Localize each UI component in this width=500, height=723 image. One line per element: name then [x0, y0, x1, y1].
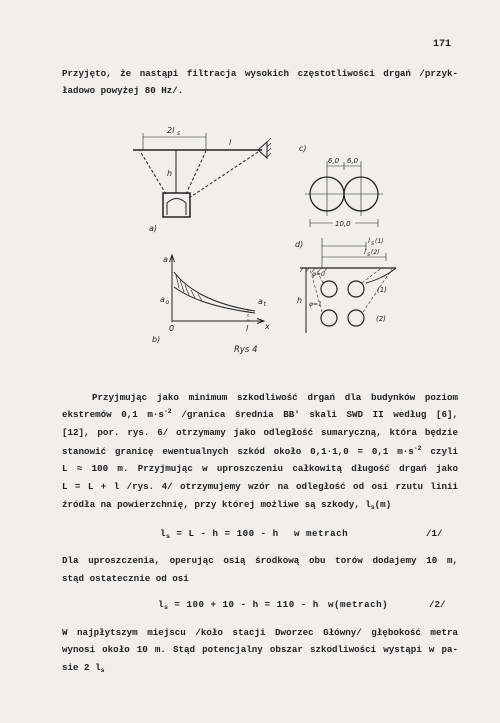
superscript: -2 — [413, 445, 422, 452]
subscript: s — [166, 533, 171, 540]
paragraph-1-line-3: [12], por. rys. 6/ otrzymamy jako odległość sumaryczną, która będzie — [62, 427, 458, 438]
end-amplitude-label: a — [258, 297, 263, 306]
paragraph-2-line-2: stąd ostatecznie od osi — [62, 573, 189, 584]
depth-label: h — [167, 169, 173, 178]
zone-2-subscript: s — [367, 251, 371, 258]
text-segment: sie 2 l — [62, 662, 101, 673]
tunnel-1-label: (1) — [377, 286, 387, 294]
origin-label: 0 — [169, 324, 175, 333]
hatch-line — [267, 143, 271, 147]
tunnel-circle-lower-left — [321, 310, 337, 326]
zone-1-index: (1) — [375, 238, 384, 245]
wave-ray — [189, 152, 258, 198]
phi-label-bottom: φ=1 — [309, 301, 322, 308]
y-axis-label: a — [163, 255, 168, 264]
x-axis-label: x — [265, 322, 270, 331]
panel-d-label: d) — [295, 240, 304, 249]
tunnel-circle-upper-right — [348, 281, 364, 297]
paragraph-1-line-4 — [62, 446, 458, 458]
equation-2 — [158, 599, 319, 611]
zone-1-label: l — [368, 237, 370, 245]
text-segment: stanowić granicę ewentualnych szkód około 0,1·1,0 = 0,1 m·s — [62, 446, 414, 457]
text-segment: źródła na powierzchnię, przy której możliwe są szkody, l — [62, 499, 371, 510]
start-amplitude-subscript: o — [165, 299, 170, 306]
text-segment: czyli — [421, 446, 458, 457]
figure-panel-a — [133, 126, 271, 233]
equation-1-number: /1/ — [426, 528, 443, 539]
panel-b-label: b) — [152, 335, 161, 344]
panel-c-label: c) — [299, 144, 307, 153]
intro-line-1: Przyjęto, że nastąpi filtracja wysokich częstotliwości drgań /przyk- — [62, 68, 458, 79]
span-label-subscript: s — [177, 130, 181, 137]
paragraph-1-line-5: L ≈ 100 m. Przyjmując w uproszczeniu całkowitą długość drgań jako — [62, 463, 458, 474]
phi-label-top: φ=0 — [312, 271, 325, 278]
paragraph-1-line-1: Przyjmując jako minimum szkodliwość drgań dla budynków poziom — [92, 392, 458, 403]
wave-ray — [140, 151, 166, 194]
subscript: s — [164, 604, 169, 611]
spacing-label-2: 6,0 — [347, 157, 359, 165]
spacing-label-1: 6,0 — [328, 157, 340, 165]
hatch-line — [267, 138, 271, 142]
span-label: 2l — [167, 126, 175, 135]
figure-panel-d — [295, 237, 396, 333]
equation-1-unit: w metrach — [294, 528, 349, 539]
paragraph-1-line-7 — [62, 499, 391, 511]
tunnel-circle-lower-right — [348, 310, 364, 326]
zone-2-label: l — [364, 248, 366, 256]
figure-panel-c — [299, 144, 383, 228]
text-segment: /granica średnia BB' skali SWD II według [6], — [171, 409, 458, 420]
equation-2-number: /2/ — [429, 599, 446, 610]
end-amplitude-subscript: t — [263, 301, 266, 308]
start-amplitude-label: a — [160, 295, 165, 304]
hatch-line — [267, 153, 271, 157]
zone-1-subscript: s — [371, 240, 375, 247]
paragraph-3-line-2: wynosi około 10 m. Stąd potencjalny obszar szkodliwości wystąpi w pa- — [62, 644, 458, 655]
subscript: s — [100, 667, 105, 674]
paragraph-1-line-2 — [62, 409, 458, 421]
subscript: s — [370, 504, 375, 511]
length-label: l — [229, 138, 232, 147]
equation-expression: = L - h = 100 - h — [170, 528, 279, 539]
depth-label: h — [297, 296, 303, 305]
equation-expression: = 100 + 10 - h = 110 - h — [168, 599, 319, 610]
superscript: -2 — [163, 408, 172, 415]
tunnel-circle-upper-left — [321, 281, 337, 297]
page-number: 171 — [433, 39, 452, 50]
equation-symbol: l — [160, 528, 167, 539]
tunnel-arch — [167, 199, 186, 216]
wave-ray — [362, 269, 380, 283]
figure-caption: Rys 4 — [234, 345, 258, 355]
support-hatch — [267, 138, 271, 157]
figure-panel-b — [152, 255, 270, 344]
paragraph-3-line-3 — [62, 662, 105, 674]
text-segment: (m) — [374, 499, 392, 510]
width-label: 10,0 — [335, 220, 351, 228]
panel-a-label: a) — [149, 224, 158, 233]
intro-line-2: ładowo powyżej 80 Hz/. — [62, 85, 184, 96]
equation-symbol: l — [158, 599, 165, 610]
hatch-line — [267, 148, 271, 152]
paragraph-3-line-1: W najpłytszym miejscu /koło stacji Dworzec Główny/ głębokość metra — [62, 627, 458, 638]
equation-2-unit: w(metrach) — [328, 599, 389, 610]
wave-ray — [186, 151, 206, 194]
paragraph-1-line-6: L = L + l /rys. 4/ otrzymujemy wzór na odległość od osi rzutu linii — [62, 481, 458, 492]
l-mark-label: l — [246, 324, 249, 333]
paragraph-2-line-1: Dla uproszczenia, operując osią środkową obu torów dodajemy 10 m, — [62, 555, 458, 566]
equation-1 — [160, 528, 279, 540]
tunnel-2-label: (2) — [376, 315, 386, 323]
text-segment: ekstremów 0,1 m·s — [62, 409, 164, 420]
zone-2-index: (2) — [371, 249, 380, 256]
